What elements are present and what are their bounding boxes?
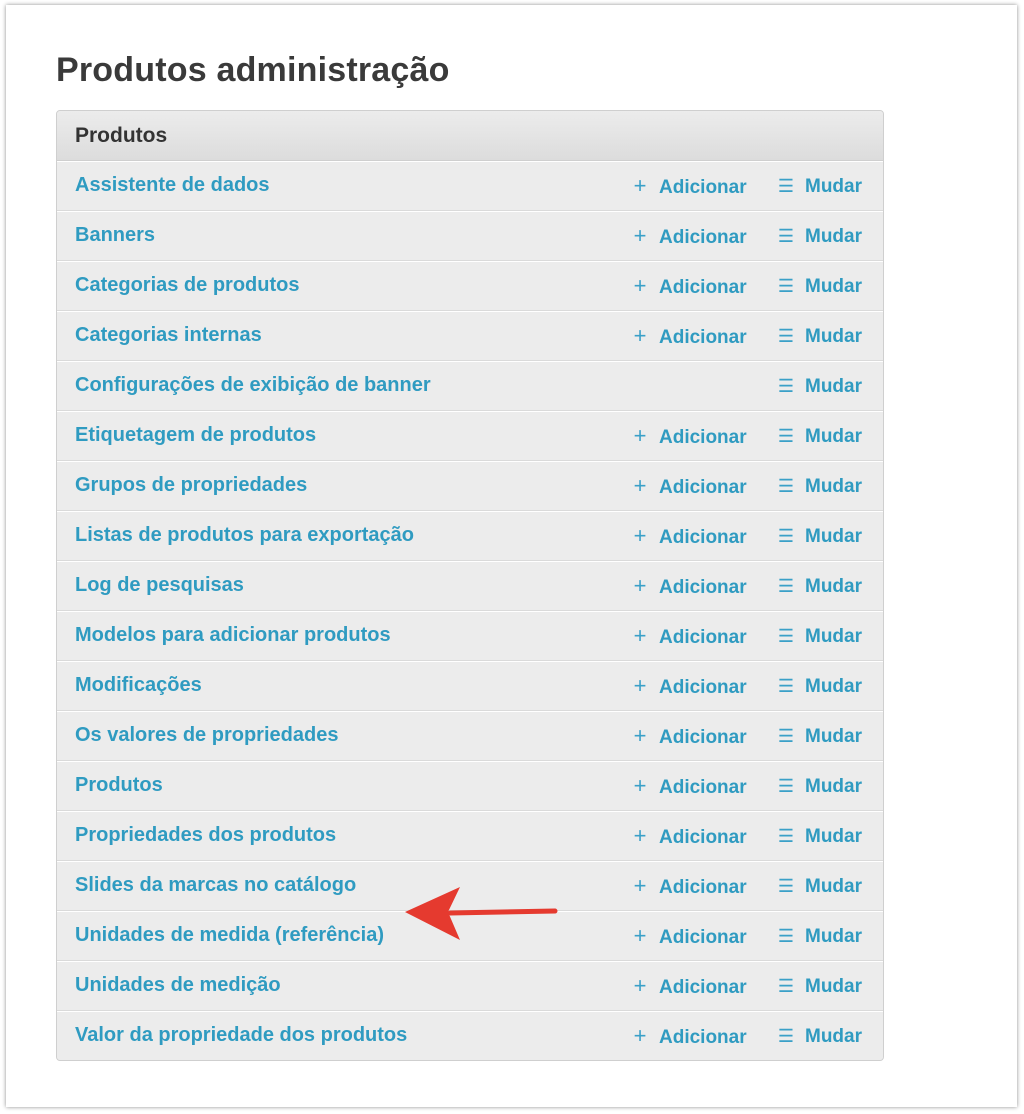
plus-icon: + <box>633 573 647 598</box>
add-link[interactable] <box>631 212 747 262</box>
add-link[interactable] <box>631 712 747 762</box>
change-link-label: Mudar <box>805 226 862 247</box>
page-frame <box>6 5 1017 1107</box>
module-rows <box>57 161 883 1060</box>
add-link-label: Adicionar <box>659 577 747 598</box>
change-link-label: Mudar <box>805 876 862 897</box>
model-link[interactable]: Categorias de produtos <box>75 274 300 296</box>
add-link[interactable] <box>631 662 747 712</box>
add-link-label: Adicionar <box>659 727 747 748</box>
model-link[interactable]: Grupos de propriedades <box>75 474 308 496</box>
change-link[interactable] <box>777 312 862 361</box>
model-link[interactable]: Propriedades dos produtos <box>75 824 337 846</box>
plus-icon: + <box>633 473 647 498</box>
add-link-label: Adicionar <box>659 227 747 248</box>
table-row <box>57 811 883 861</box>
model-link[interactable]: Valor da propriedade dos produtos <box>75 1024 408 1046</box>
change-link-label: Mudar <box>805 176 862 197</box>
add-link-label: Adicionar <box>659 427 747 448</box>
change-link-label: Mudar <box>805 376 862 397</box>
list-icon: ☰ <box>777 776 795 796</box>
model-link[interactable]: Modelos para adicionar produtos <box>75 624 391 646</box>
table-row <box>57 561 883 611</box>
add-link[interactable] <box>631 162 747 212</box>
add-link-label: Adicionar <box>659 527 747 548</box>
change-link[interactable] <box>777 362 862 411</box>
add-link[interactable] <box>631 462 747 512</box>
add-link[interactable] <box>631 512 747 562</box>
add-link[interactable] <box>631 762 747 812</box>
module-header: Produtos <box>57 111 883 161</box>
change-link[interactable] <box>777 1012 862 1061</box>
table-row <box>57 211 883 261</box>
list-icon: ☰ <box>777 676 795 696</box>
table-row <box>57 311 883 361</box>
list-icon: ☰ <box>777 826 795 846</box>
add-link[interactable] <box>631 812 747 862</box>
model-link[interactable]: Listas de produtos para exportação <box>75 524 414 546</box>
change-link[interactable] <box>777 212 862 261</box>
change-link-label: Mudar <box>805 326 862 347</box>
plus-icon: + <box>633 523 647 548</box>
change-link[interactable] <box>777 612 862 661</box>
add-link[interactable] <box>631 1012 747 1061</box>
plus-icon: + <box>633 923 647 948</box>
list-icon: ☰ <box>777 426 795 446</box>
change-link-label: Mudar <box>805 276 862 297</box>
change-link-label: Mudar <box>805 526 862 547</box>
add-link-label: Adicionar <box>659 177 747 198</box>
change-link[interactable] <box>777 662 862 711</box>
model-link[interactable]: Modificações <box>75 674 202 696</box>
table-row <box>57 161 883 211</box>
change-link-label: Mudar <box>805 576 862 597</box>
table-row <box>57 511 883 561</box>
change-link-label: Mudar <box>805 726 862 747</box>
change-link-label: Mudar <box>805 926 862 947</box>
model-link[interactable]: Assistente de dados <box>75 174 270 196</box>
change-link-label: Mudar <box>805 426 862 447</box>
plus-icon: + <box>633 173 647 198</box>
model-link[interactable]: Produtos <box>75 774 163 796</box>
plus-icon: + <box>633 423 647 448</box>
change-link[interactable] <box>777 962 862 1011</box>
table-row <box>57 261 883 311</box>
change-link[interactable] <box>777 912 862 961</box>
table-row <box>57 861 883 911</box>
list-icon: ☰ <box>777 226 795 246</box>
plus-icon: + <box>633 223 647 248</box>
table-row <box>57 361 883 411</box>
add-link-label: Adicionar <box>659 277 747 298</box>
add-link-label: Adicionar <box>659 627 747 648</box>
change-link[interactable] <box>777 262 862 311</box>
table-row <box>57 761 883 811</box>
plus-icon: + <box>633 323 647 348</box>
plus-icon: + <box>633 973 647 998</box>
plus-icon: + <box>633 623 647 648</box>
table-row <box>57 411 883 461</box>
list-icon: ☰ <box>777 1026 795 1046</box>
list-icon: ☰ <box>777 926 795 946</box>
add-link[interactable] <box>631 412 747 462</box>
add-link[interactable] <box>631 262 747 312</box>
plus-icon: + <box>633 673 647 698</box>
add-link-label: Adicionar <box>659 477 747 498</box>
add-link-label: Adicionar <box>659 677 747 698</box>
table-row <box>57 911 883 961</box>
model-link[interactable]: Os valores de propriedades <box>75 724 339 746</box>
table-row <box>57 1011 883 1060</box>
change-link-label: Mudar <box>805 776 862 797</box>
list-icon: ☰ <box>777 526 795 546</box>
products-module <box>56 110 884 1061</box>
list-icon: ☰ <box>777 176 795 196</box>
plus-icon: + <box>633 273 647 298</box>
list-icon: ☰ <box>777 476 795 496</box>
add-link-label: Adicionar <box>659 327 747 348</box>
table-row <box>57 711 883 761</box>
list-icon: ☰ <box>777 876 795 896</box>
add-link-label: Adicionar <box>659 1027 747 1048</box>
table-row <box>57 461 883 511</box>
change-link-label: Mudar <box>805 976 862 997</box>
add-link-label: Adicionar <box>659 977 747 998</box>
model-link[interactable]: Categorias internas <box>75 324 262 346</box>
model-link[interactable]: Unidades de medida (referência) <box>75 924 384 946</box>
change-link[interactable] <box>777 762 862 811</box>
plus-icon: + <box>633 773 647 798</box>
change-link-label: Mudar <box>805 676 862 697</box>
plus-icon: + <box>633 723 647 748</box>
change-link[interactable] <box>777 562 862 611</box>
list-icon: ☰ <box>777 976 795 996</box>
table-row <box>57 961 883 1011</box>
change-link-label: Mudar <box>805 626 862 647</box>
add-link-label: Adicionar <box>659 777 747 798</box>
list-icon: ☰ <box>777 376 795 396</box>
list-icon: ☰ <box>777 576 795 596</box>
list-icon: ☰ <box>777 326 795 346</box>
list-icon: ☰ <box>777 276 795 296</box>
change-link[interactable] <box>777 462 862 511</box>
add-link-label: Adicionar <box>659 877 747 898</box>
list-icon: ☰ <box>777 726 795 746</box>
add-link[interactable] <box>631 962 747 1012</box>
table-row <box>57 661 883 711</box>
model-link[interactable]: Log de pesquisas <box>75 574 244 596</box>
add-link[interactable] <box>631 912 747 962</box>
model-link[interactable]: Slides da marcas no catálogo <box>75 874 357 896</box>
add-link[interactable] <box>631 612 747 662</box>
change-link-label: Mudar <box>805 1026 862 1047</box>
page-title: Produtos administração <box>56 51 450 89</box>
table-row <box>57 611 883 661</box>
plus-icon: + <box>633 873 647 898</box>
change-link[interactable] <box>777 512 862 561</box>
change-link[interactable] <box>777 712 862 761</box>
model-link[interactable]: Unidades de medição <box>75 974 281 996</box>
plus-icon: + <box>633 1023 647 1048</box>
model-link[interactable]: Configurações de exibição de banner <box>75 374 431 396</box>
model-link[interactable]: Etiquetagem de produtos <box>75 424 317 446</box>
add-link[interactable] <box>631 862 747 912</box>
change-link[interactable] <box>777 862 862 911</box>
change-link[interactable] <box>777 412 862 461</box>
change-link-label: Mudar <box>805 476 862 497</box>
change-link-label: Mudar <box>805 826 862 847</box>
list-icon: ☰ <box>777 626 795 646</box>
change-link[interactable] <box>777 812 862 861</box>
add-link-label: Adicionar <box>659 827 747 848</box>
add-link[interactable] <box>631 562 747 612</box>
add-link-label: Adicionar <box>659 927 747 948</box>
plus-icon: + <box>633 823 647 848</box>
add-link[interactable] <box>631 312 747 362</box>
change-link[interactable] <box>777 162 862 211</box>
model-link[interactable]: Banners <box>75 224 156 246</box>
